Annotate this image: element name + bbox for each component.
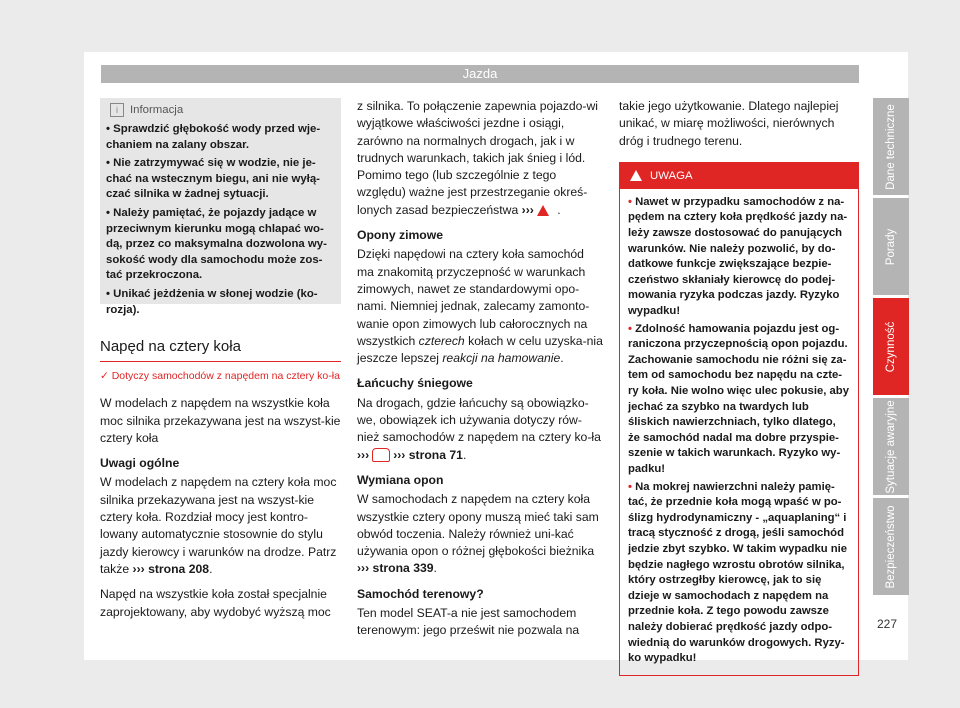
page-ref-link[interactable]: ››› strona 339 xyxy=(357,561,434,576)
column-2 xyxy=(357,98,603,640)
tab-dane-techniczne[interactable]: Dane techniczne xyxy=(873,98,909,195)
tab-sytuacje-awaryjne[interactable]: Sytuacje awaryjne xyxy=(873,398,909,495)
warning-triangle-icon xyxy=(537,205,549,216)
tab-czynnosc[interactable]: Czynność xyxy=(873,298,909,395)
warning-item: • Na mokrej nawierzchni należy pamię-tać, że przednie koła mogą wpaść w po-ślizg hydrodynamiczny - „aquaplaning“ i tracą styczność z drogą, jeśli samochód jedzie zbyt szybko. W takim wypadku nie będzie nagłego wzrostu obrotów silnika, który ostrzegłby kierowcę, jak to się dzieje w samochodach z napędem na przednie koła. Z tego powodu zawsze należy dobierać prędkość jazdy odpo-wiednią do warunków drogowych. Ryzy-ko wypadku! xyxy=(628,480,848,665)
info-item: • Należy pamiętać, że pojazdy jadące w przeciwnym kierunku mogą chlapać wo-dą, przez co maksymalna dozwolona wy-sokość wody dla samochodu może zos-tać przekroczona. xyxy=(106,206,327,282)
chains-text: Na drogach, gdzie łańcuchy są obowiązko-we, obowiązek ich używania dotyczy rów-nież samochodów z napędem na cztery ko-ła ››› ››› strona 71. xyxy=(357,395,601,462)
info-icon: i xyxy=(110,103,124,117)
design-text: Napęd na wszystkie koła został specjalnie zaprojektowany, aby wydobyć wyższą moc xyxy=(100,587,331,619)
info-box-header xyxy=(106,98,335,122)
warning-item: • Nawet w przypadku samochodów z na-pędem na cztery koła prędkość jazdy na-leży zawsze dostosować do panujących warunków. Nie należy pozwolić, by do-datkowe funkcje zwiększające bezpie-czeństwo skłaniały kierowcę do podej-mowania ryzyka podczas jazdy. Ryzyko wypadku! xyxy=(628,195,848,318)
chains-heading: Łańcuchy śniegowe xyxy=(357,376,473,391)
col3-text: takie jego użytkowanie. Dlatego najlepiej unikać, w miarę możliwości, nierównych dróg i trudnego terenu. xyxy=(619,99,839,148)
car-icon xyxy=(372,448,390,462)
page-number: 227 xyxy=(876,617,897,631)
column-1 xyxy=(100,98,341,621)
section-title: Napęd na cztery koła xyxy=(100,324,341,362)
general-heading: Uwagi ogólne xyxy=(100,456,180,471)
tab-bezpieczenstwo[interactable]: Bezpieczeństwo xyxy=(873,498,909,595)
warning-ref-link[interactable]: ››› xyxy=(521,202,534,217)
chapter-tabs xyxy=(873,98,909,598)
column-3 xyxy=(619,98,859,676)
general-text: W modelach z napędem na cztery koła moc silnika przekazywana jest na wszyst-kie cztery koła. Rozdział mocy jest kontro-lowany automatycznie stosownie do stylu jazdy kierowcy i warunków na drodze. Patrz także ››› strona 208. xyxy=(100,475,337,576)
offroad-heading: Samochód terenowy? xyxy=(357,586,484,601)
tyres-heading: Wymiana opon xyxy=(357,472,444,487)
info-label: Informacja xyxy=(130,104,184,116)
info-item: • Unikać jeżdżenia w słonej wodzie (ko-rozja). xyxy=(106,287,318,316)
page-header: Jazda xyxy=(101,65,859,83)
tab-porady[interactable]: Porady xyxy=(873,198,909,295)
warning-icon xyxy=(630,170,642,181)
col2-text: z silnika. To połączenie zapewnia pojazdo-wi wyjątkowe właściwości jezdne i osiągi, zarówno na normalnych drogach, jak i w trudnych warunkach, takich jak śnieg i lód. Pomimo tego (lub szczególnie z tego względu) ważne jest przestrzeganie okreś-lonych zasad bezpieczeństwa ››› . xyxy=(357,99,598,217)
offroad-text: Ten model SEAT-a nie jest samochodem terenowym: jego prześwit nie pozwala na xyxy=(357,606,580,638)
warning-header: UWAGA xyxy=(620,163,858,189)
info-item: • Sprawdzić głębokość wody przed wje-chaniem na zalany obszar. xyxy=(106,123,321,151)
info-box xyxy=(100,98,341,316)
winter-heading: Opony zimowe xyxy=(357,228,443,243)
warning-item: • Zdolność hamowania pojazdu jest og-raniczona przyczepnością opon pojazdu. Zachowanie samochodu nie różni się za-tem od samochodu bez napędu na czte-ry koła. Nie wolno więc ulec pokusie, aby jechać za szybko na twardych lub śliskich nawierzchniach, tylko dlatego, że samochód nadal ma dobre przyspie-szenie w takich warunkach. Ryzyko wy-padku! xyxy=(628,322,849,475)
page-ref-link[interactable]: ››› strona 71 xyxy=(393,447,463,462)
info-item: • Nie zatrzymywać się w wodzie, nie je-chać na wstecznym biegu, ani nie wyłą-czać silnika w żadnej sytuacji. xyxy=(106,157,320,201)
intro-text: W modelach z napędem na wszystkie koła moc silnika przekazywana jest na wszyst-kie cztery koła xyxy=(100,396,341,445)
applies-to: ✓ Dotyczy samochodów z napędem na cztery ko-ła xyxy=(100,370,340,383)
tyres-text: W samochodach z napędem na cztery koła wszystkie cztery opony muszą mieć taki sam obwód toczenia. Należy również uni-kać używania opon o różnej głębokości bieżnika ››› strona 339. xyxy=(357,492,599,576)
warning-box xyxy=(619,162,859,676)
winter-text: Dzięki napędowi na cztery koła samochód ma znakomitą przyczepność w warunkach zimowych, nawet ze standardowymi opo-nami. Niemniej jednak, zalecamy zamonto-wanie opon zimowych lub całorocznych na wszystkich czterech kołach w celu uzyska-nia jeszcze lepszej reakcji na hamowanie. xyxy=(357,247,603,366)
page-ref-link[interactable]: ››› strona 208 xyxy=(132,561,210,576)
